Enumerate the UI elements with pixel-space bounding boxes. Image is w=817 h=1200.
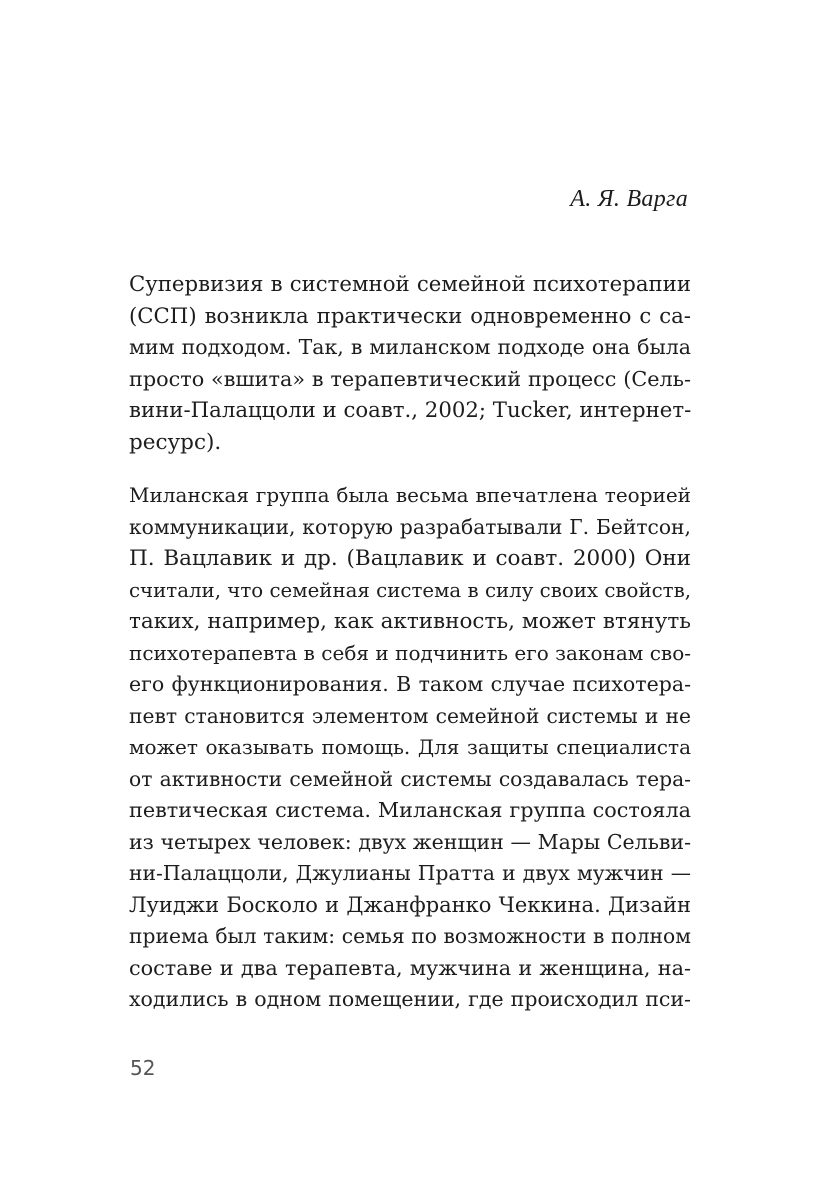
text-line: мим подходом. Так, в миланском подходе она была (129, 335, 691, 359)
text-line: Миланская группа была весьма впечатлена теорией (129, 483, 691, 507)
text-line: таких, например, как активность, может втянуть (129, 609, 691, 634)
text-line: певт становится элементом семейной системы и не (129, 703, 691, 728)
text-line: из четырех человек: двух женщин — Мары Сельви- (129, 829, 691, 854)
text-line: певтическая система. Миланская группа состояла (129, 798, 691, 822)
text-line: Луиджи Босколо и Джанфранко Чеккина. Дизайн (129, 892, 691, 917)
text-line: ни-Палаццоли, Джулианы Пратта и двух мужчин — (129, 861, 691, 885)
text-line: психотерапевта в себя и подчинить его законам сво- (129, 640, 691, 665)
page-number: 52 (130, 1056, 156, 1080)
paragraph-2 (129, 480, 691, 1016)
text-line: приема был таким: семья по возможности в полном (129, 924, 691, 948)
text-line: ресурс). (129, 429, 222, 455)
running-header-author: А. Я. Варга (570, 186, 688, 212)
paragraph-1 (129, 269, 691, 458)
text-line: вини-Палаццоли и соавт., 2002; Tucker, интернет- (129, 398, 692, 423)
text-line: (ССП) возникла практически одновременно с са- (129, 303, 691, 329)
text-line: коммуникации, которую разрабатывали Г. Бейтсон, (129, 514, 691, 539)
text-line: может оказывать помощь. Для защиты специалиста (129, 735, 691, 759)
text-line: считали, что семейная система в силу своих свойств, (129, 578, 691, 602)
text-line: П. Вацлавик и др. (Вацлавик и соавт. 2000) Они (129, 546, 691, 571)
text-line: составе и два терапевта, мужчина и женщина, на- (129, 955, 691, 980)
text-line: ходились в одном помещении, где происходил пси- (129, 987, 691, 1011)
text-line: от активности семейной системы создавалась тера- (129, 766, 691, 791)
text-line: его функционирования. В таком случае психотера- (129, 672, 691, 696)
text-line: просто «вшита» в терапевтический процесс (Сель- (129, 366, 691, 391)
text-line: Супервизия в системной семейной психотерапии (129, 272, 691, 297)
